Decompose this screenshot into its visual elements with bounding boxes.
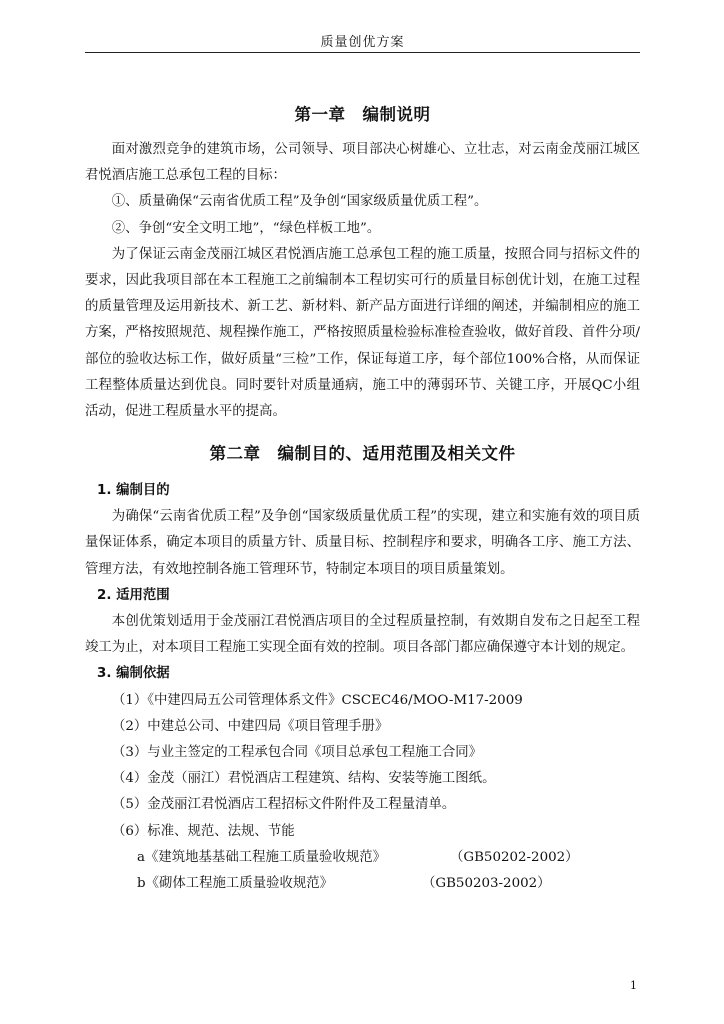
chapter-2-title: 第二章 编制目的、适用范围及相关文件 <box>209 444 516 463</box>
chapter-1-paragraph: 为了保证云南金茂丽江城区君悦酒店施工总承包工程的施工质量，按照合同与招标文件的要求，因此我项目部在本工程施工之前编制本工程切实可行的质量目标创优计划，在施工过程的质量管理及运用新技术、新工艺、新材料、新产品方面进行详细的阐述，并编制相应的施工方案，严格按照规范、规程操作施工，严格按照质量检验标准检查验收，做好首段、首件分项/部位的验收达标工作，做好质量“三检”工作，保证每道工序，每个部位100%合格，从而保证工程整体质量达到优良。同时要针对质量通病，施工中的薄弱环节、关键工序，开展QC小组活动，促进工程质量水平的提高。 <box>85 246 640 420</box>
standard-item <box>85 871 640 897</box>
header-rule <box>85 52 640 53</box>
chapter-1-title: 第一章 编制说明 <box>294 105 431 124</box>
basis-item: （1）《中建四局五公司管理体系文件》CSCEC46/MOO-M17-2009 <box>112 692 523 708</box>
chapter-1-intro: 面对激烈竞争的建筑市场，公司领导、项目部决心树雄心、立壮志，对云南金茂丽江城区君悦酒店施工总承包工程的目标： <box>85 142 640 184</box>
basis-item: （5）金茂丽江君悦酒店工程招标文件附件及工程量清单。 <box>112 797 456 813</box>
standard-code: （GB50202-2002） <box>450 849 579 865</box>
standard-label: a《建筑地基基础工程施工质量验收规范》 <box>137 849 387 865</box>
basis-item: （6）标准、规范、法规、节能 <box>112 823 295 839</box>
page-header-title: 质量创优方案 <box>320 35 405 50</box>
standard-item <box>85 845 640 871</box>
section-2-paragraph: 本创优策划适用于金茂丽江君悦酒店项目的全过程质量控制，有效期自发布之日起至工程竣工为止，对本项目工程施工实现全面有效的控制。项目各部门都应确保遵守本计划的规定。 <box>85 614 640 656</box>
chapter-1-goal-2: ②、争创“安全文明工地”，“绿色样板工地”。 <box>111 220 381 236</box>
basis-item: （4）金茂（丽江）君悦酒店工程建筑、结构、安装等施工图纸。 <box>112 771 496 787</box>
section-1-title: 1. 编制目的 <box>97 483 170 498</box>
section-2-title: 2. 适用范围 <box>97 587 170 603</box>
chapter-1-goal-1: ①、质量确保“云南省优质工程”及争创“国家级质量优质工程”。 <box>111 194 488 210</box>
chapter-2-body <box>85 478 640 897</box>
basis-item: （2）中建总公司、中建四局《项目管理手册》 <box>112 718 389 734</box>
standard-label: b《砌体工程施工质量验收规范》 <box>137 876 334 892</box>
standard-code: （GB50203-2002） <box>422 876 551 892</box>
basis-item: （3）与业主签定的工程承包合同《项目总承包工程施工合同》 <box>112 745 483 761</box>
section-1-paragraph: 为确保“云南省优质工程”及争创“国家级质量优质工程”的实现，建立和实施有效的项目质量保证体系，确定本项目的质量方针、质量目标、控制程序和要求，明确各工序、施工方法、管理方法，有效地控制各施工管理环节，特制定本项目的项目质量策划。 <box>85 509 640 577</box>
section-3-title: 3. 编制依据 <box>97 666 170 682</box>
chapter-1-body <box>85 137 640 425</box>
page-number: 1 <box>630 979 637 992</box>
